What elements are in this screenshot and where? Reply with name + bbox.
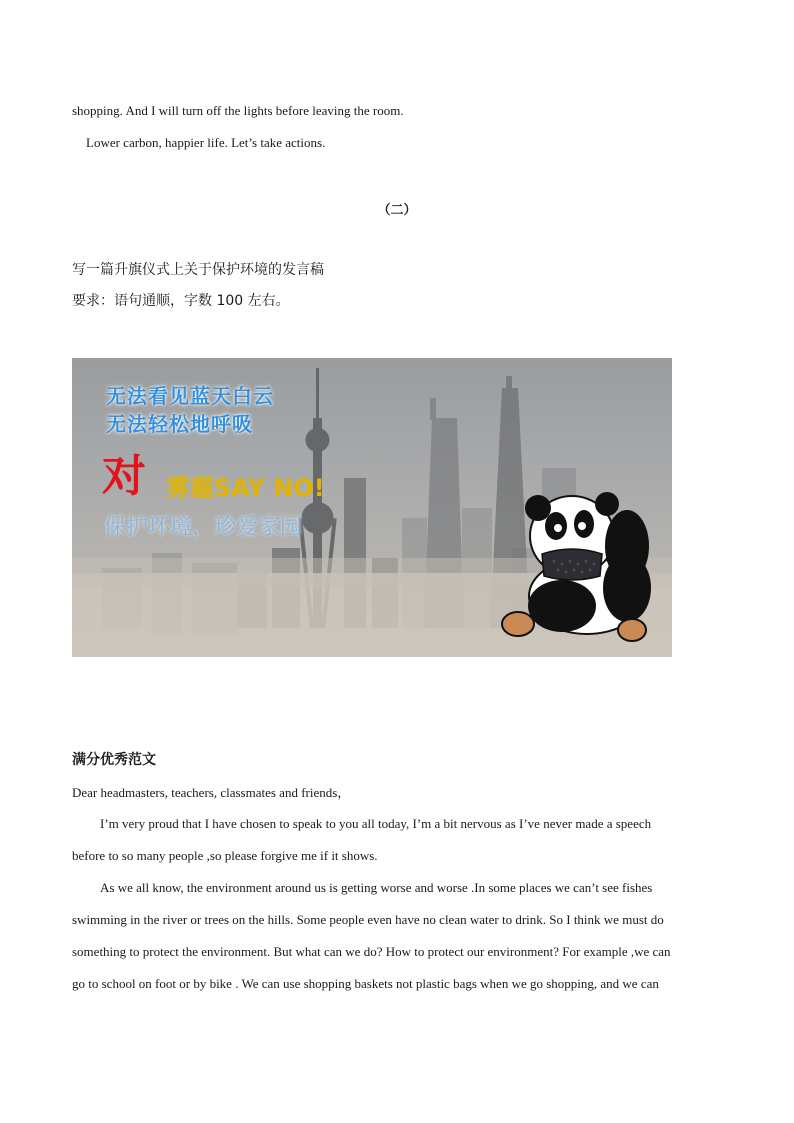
banner-text-dui: 对	[102, 451, 146, 502]
writing-prompt: 写一篇升旗仪式上关于保护环境的发言稿	[72, 262, 324, 278]
banner-text-smog-say-no: 雾霾SAY NO!	[166, 474, 325, 502]
banner-text-blue-sky: 无法看见蓝天白云	[106, 384, 274, 408]
essay-line: swimming in the river or trees on the hills. Some people even have no clean water to drink. So I think we must do	[72, 912, 664, 927]
smog-banner-image	[72, 358, 672, 657]
writing-requirement: 要求：语句通顺，字数 100 左右。	[72, 293, 290, 309]
banner-text-protect-environment: 保护环境，珍爱家园	[104, 515, 303, 540]
essay-line: go to school on foot or by bike . We can use shopping baskets not plastic bags when we go shopping, and we can	[72, 976, 659, 991]
essay-line: Dear headmasters, teachers, classmates and friends，	[72, 785, 351, 800]
essay-line: before to so many people ,so please forgive me if it shows.	[72, 848, 378, 863]
banner-text-breathe: 无法轻松地呼吸	[106, 412, 253, 436]
essay-line: As we all know, the environment around us is getting worse and worse .In some places we can’t see fishes	[100, 880, 653, 895]
essay-line: I’m very proud that I have chosen to speak to you all today, I’m a bit nervous as I’ve never made a speech	[100, 816, 652, 831]
section-heading: （二）	[377, 203, 417, 218]
essay-title: 满分优秀范文	[72, 752, 156, 768]
text-line-lower-carbon: Lower carbon, happier life. Let’s take actions.	[86, 135, 326, 150]
text-line-shopping: shopping. And I will turn off the lights before leaving the room.	[72, 103, 404, 118]
essay-line: something to protect the environment. But what can we do? How to protect our environment? For example ,we can	[72, 944, 671, 959]
